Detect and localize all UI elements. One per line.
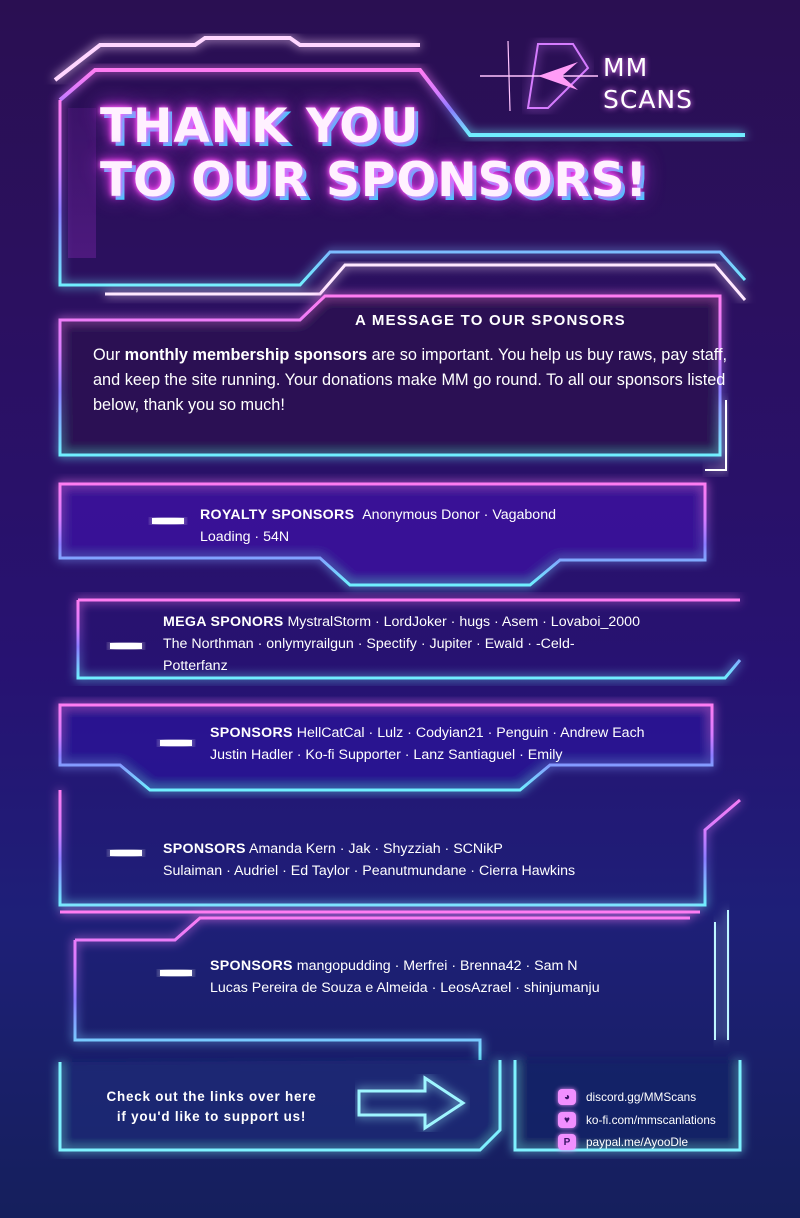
tier-names-line-2: The Northman · onlymyrailgun · Spectify · Jupiter · Ewald · -Celd- <box>163 636 575 652</box>
tier-mega <box>163 611 733 677</box>
tier-label: ROYALTY SPONSORS <box>200 507 355 523</box>
tier-names-line-2: Lucas Pereira de Souza e Almeida · LeosAzrael · shinjumanju <box>210 980 600 996</box>
arrow-right-icon <box>355 1074 470 1132</box>
tier-sponsors-3 <box>210 955 700 999</box>
tier-sponsors-1 <box>210 722 710 766</box>
message-body <box>93 343 733 418</box>
discord-icon: ◕ <box>558 1089 576 1105</box>
message-heading: A MESSAGE TO OUR SPONSORS <box>355 312 626 329</box>
title-line-1: THANK YOU <box>100 99 420 154</box>
kofi-link-text: ko-fi.com/mmscanlations <box>586 1113 716 1127</box>
discord-link-text: discord.gg/MMScans <box>586 1090 697 1104</box>
tier-royalty <box>200 504 700 548</box>
kofi-link[interactable] <box>558 1110 716 1130</box>
paypal-link-text: paypal.me/AyooDle <box>586 1135 689 1149</box>
message-part-2: are so important. You help us buy raws, pay staff, and keep the site running. Your donations make MM go round. To all our sponsors listed below, thank you so much! <box>93 346 728 414</box>
tier-names-line-1: MystralStorm · LordJoker · hugs · Asem · Lovaboi_2000 <box>287 614 640 630</box>
discord-link[interactable] <box>558 1087 696 1107</box>
message-part-1: Our <box>93 346 125 364</box>
tier-label: SPONSORS <box>163 841 246 857</box>
tier-names-line-1: HellCatCal · Lulz · Codyian21 · Penguin · Andrew Each <box>296 725 645 741</box>
support-call-to-action <box>74 1087 349 1127</box>
tier-names-line-2: Loading · 54N <box>200 529 290 545</box>
tier-names-line-2: Justin Hadler · Ko-fi Supporter · Lanz Santiaguel · Emily <box>210 747 563 763</box>
tier-names-line-1: mangopudding · Merfrei · Brenna42 · Sam N <box>296 958 578 974</box>
kofi-cup-icon: ♥ <box>558 1112 576 1128</box>
tier-names-line-3: Potterfanz <box>163 658 228 674</box>
cta-line-2: if you'd like to support us! <box>116 1109 307 1124</box>
tier-names-line-1: Anonymous Donor · Vagabond <box>362 507 556 523</box>
page-title <box>100 100 648 208</box>
tier-label: MEGA SPONORS <box>163 614 284 630</box>
cta-line-1: Check out the links over here <box>106 1089 317 1104</box>
tier-label: SPONSORS <box>210 725 293 741</box>
paypal-link[interactable] <box>558 1132 688 1152</box>
tier-label: SPONSORS <box>210 958 293 974</box>
tier-names-line-1: Amanda Kern · Jak · Shyzziah · SCNikP <box>249 841 503 857</box>
paypal-icon: P <box>558 1134 576 1150</box>
brand-line-2: SCANS <box>603 85 693 114</box>
title-line-2: TO OUR SPONSORS! <box>100 153 648 208</box>
brand-line-1: MM <box>603 53 649 82</box>
tier-sponsors-2 <box>163 838 703 882</box>
tier-names-line-2: Sulaiman · Audriel · Ed Taylor · Peanutmundane · Cierra Hawkins <box>163 863 576 879</box>
message-bold: monthly membership sponsors <box>124 346 368 364</box>
